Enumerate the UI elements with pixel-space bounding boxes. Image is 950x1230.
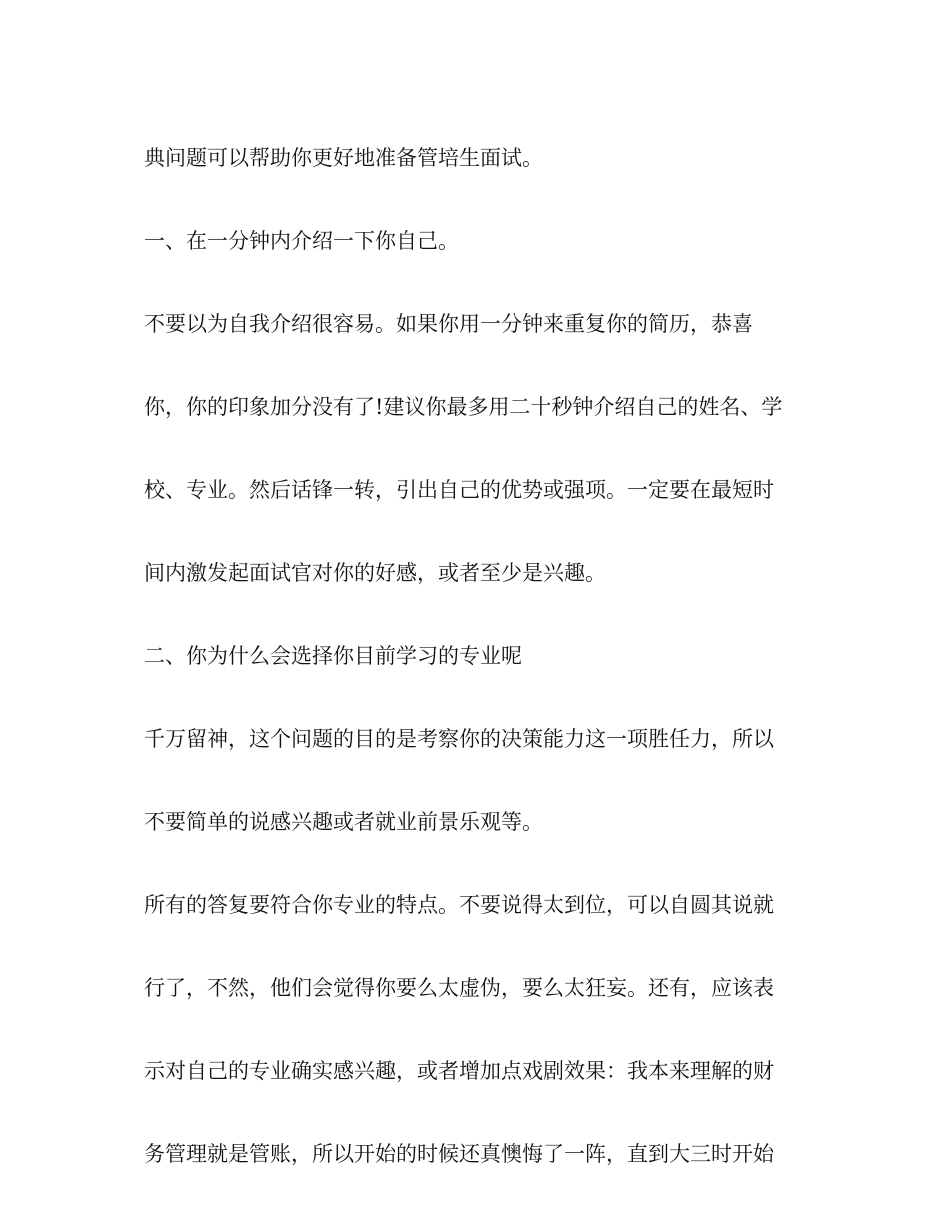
section-heading: 一、在一分钟内介绍一下你自己。 (144, 229, 459, 253)
section-heading: 二、你为什么会选择你目前学习的专业呢 (144, 644, 522, 668)
text-line: 示对自己的专业确实感兴趣，或者增加点戏剧效果：我本来理解的财 (144, 1059, 774, 1083)
text-line: 间内激发起面试官对你的好感，或者至少是兴趣。 (144, 561, 606, 585)
text-line: 千万留神，这个问题的目的是考察你的决策能力这一项胜任力，所以 (144, 727, 774, 751)
text-line: 行了，不然，他们会觉得你要么太虚伪，要么太狂妄。还有，应该表 (144, 976, 774, 1000)
text-line: 你，你的印象加分没有了!建议你最多用二十秒钟介绍自己的姓名、学 (144, 395, 783, 419)
document-body (144, 140, 824, 1219)
text-line: 所有的答复要符合你专业的特点。不要说得太到位，可以自圆其说就 (144, 893, 774, 917)
text-line: 不要简单的说感兴趣或者就业前景乐观等。 (144, 810, 543, 834)
text-line: 不要以为自我介绍很容易。如果你用一分钟来重复你的简历，恭喜 (144, 312, 753, 336)
text-line: 典问题可以帮助你更好地准备管培生面试。 (144, 146, 543, 170)
text-line: 务管理就是管账，所以开始的时候还真懊悔了一阵，直到大三时开始 (144, 1142, 774, 1166)
text-line: 校、专业。然后话锋一转，引出自己的优势或强项。一定要在最短时 (144, 478, 774, 502)
